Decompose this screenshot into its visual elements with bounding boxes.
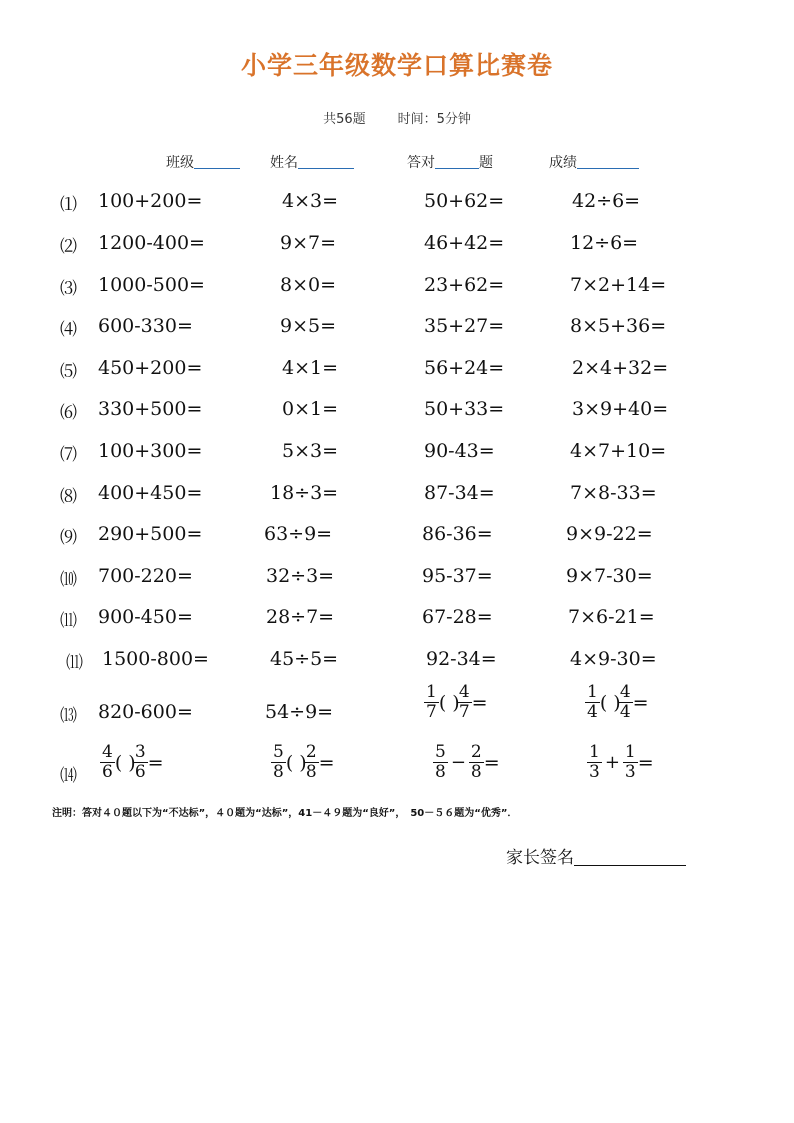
fraction: $\frac{4}{6}$ bbox=[102, 742, 113, 782]
question-count: 共56题 bbox=[323, 112, 366, 127]
row-number: ⑻ bbox=[60, 487, 77, 507]
fraction: $\frac{1}{3}$ bbox=[589, 742, 600, 782]
row-number: ⑷ bbox=[60, 320, 77, 340]
fraction: $\frac{5}{8}$ bbox=[273, 742, 284, 782]
class-field[interactable] bbox=[166, 152, 240, 172]
row-number: ⑺ bbox=[60, 445, 77, 465]
problem: 820-600= bbox=[98, 701, 193, 723]
fraction: $\frac{2}{8}$ bbox=[305, 742, 317, 782]
name-field[interactable] bbox=[270, 152, 354, 172]
problem: 12÷6= bbox=[570, 232, 639, 254]
row-number: ⑹ bbox=[60, 403, 77, 423]
problem: 7×8-33= bbox=[570, 482, 657, 504]
correct-field[interactable] bbox=[407, 152, 493, 172]
problem: 32÷3= bbox=[266, 565, 335, 587]
problem-row-4 bbox=[0, 313, 794, 343]
fraction: $\frac{1}{3}$ bbox=[624, 742, 636, 782]
problem-row-6 bbox=[0, 396, 794, 426]
fraction-compare-problem: $\frac{1}{4}$ ( ) $\frac{4}{4}$ = bbox=[587, 682, 649, 722]
fraction-compare-problem: $\frac{5}{8}$ ( ) $\frac{2}{8}$ = bbox=[273, 742, 335, 782]
problem-row-2 bbox=[0, 230, 794, 260]
time-limit: 时间：5分钟 bbox=[397, 112, 471, 127]
exam-meta bbox=[0, 108, 794, 127]
problem: 1200-400= bbox=[98, 232, 205, 254]
problem: 8×5+36= bbox=[570, 315, 667, 337]
problem: 100+200= bbox=[98, 190, 203, 212]
problem: 42÷6= bbox=[572, 190, 641, 212]
row-number: ⑽ bbox=[60, 570, 77, 590]
problem-row-8 bbox=[0, 480, 794, 510]
problem: 45÷5= bbox=[270, 648, 339, 670]
problem: 9×7-30= bbox=[566, 565, 653, 587]
fraction-compare-problem: $\frac{4}{6}$ ( ) $\frac{3}{6}$ = bbox=[102, 742, 164, 782]
problem: 330+500= bbox=[98, 398, 203, 420]
fraction: $\frac{4}{4}$ bbox=[619, 682, 631, 722]
problem: 4×9-30= bbox=[570, 648, 657, 670]
problem: 2×4+32= bbox=[572, 357, 669, 379]
problem: 90-43= bbox=[424, 440, 495, 462]
problem: 23+62= bbox=[424, 274, 505, 296]
problem-row-5 bbox=[0, 355, 794, 385]
signature-blank[interactable] bbox=[574, 849, 686, 866]
problem: 100+300= bbox=[98, 440, 203, 462]
problem: 900-450= bbox=[98, 606, 193, 628]
row-number: ⑼ bbox=[60, 528, 77, 548]
problem-row-3 bbox=[0, 272, 794, 302]
problem-row-14 bbox=[0, 742, 794, 787]
problem: 1000-500= bbox=[98, 274, 205, 296]
problem: 87-34= bbox=[424, 482, 495, 504]
problem-row-13 bbox=[0, 682, 794, 727]
problem: 450+200= bbox=[98, 357, 203, 379]
name-label: 姓名 bbox=[270, 155, 298, 171]
correct-blank[interactable] bbox=[435, 154, 479, 169]
problem-row-12 bbox=[0, 646, 794, 676]
problem: 63÷9= bbox=[264, 523, 333, 545]
correct-label: 答对 bbox=[407, 155, 435, 171]
problem: 9×9-22= bbox=[566, 523, 653, 545]
problem: 46+42= bbox=[424, 232, 505, 254]
problem-row-10 bbox=[0, 563, 794, 593]
row-number: ⑾ bbox=[60, 611, 77, 631]
problem: 35+27= bbox=[424, 315, 505, 337]
problem: 28÷7= bbox=[266, 606, 335, 628]
class-blank[interactable] bbox=[194, 154, 240, 169]
problem: 600-330= bbox=[98, 315, 193, 337]
row-number: ⒁ bbox=[60, 766, 77, 786]
fraction-subtraction-problem: $\frac{5}{8}$ − $\frac{2}{8}$ = bbox=[435, 742, 500, 782]
row-number: ⑾ bbox=[66, 653, 83, 673]
signature-label: 家长签名 bbox=[506, 848, 574, 868]
problem: 95-37= bbox=[422, 565, 493, 587]
fraction: $\frac{4}{7}$ bbox=[458, 682, 470, 722]
problem: 5×3= bbox=[282, 440, 339, 462]
correct-suffix: 题 bbox=[479, 155, 493, 171]
problem: 290+500= bbox=[98, 523, 203, 545]
problem: 0×1= bbox=[282, 398, 339, 420]
problem-row-1 bbox=[0, 188, 794, 218]
problem: 50+62= bbox=[424, 190, 505, 212]
problem: 7×2+14= bbox=[570, 274, 667, 296]
problem: 54÷9= bbox=[265, 701, 334, 723]
grading-note: 注明：答对４０题以下为“不达标”，４０题为“达标”，41－４９题为“良好”， 50－５６题为“优秀”． bbox=[52, 808, 518, 819]
name-blank[interactable] bbox=[298, 154, 354, 169]
problem: 9×7= bbox=[280, 232, 337, 254]
problem-row-11 bbox=[0, 604, 794, 634]
fraction-compare-problem: $\frac{1}{7}$ ( ) $\frac{4}{7}$ = bbox=[426, 682, 488, 722]
problem: 7×6-21= bbox=[568, 606, 655, 628]
score-label: 成绩 bbox=[549, 155, 577, 171]
row-number: ⑴ bbox=[60, 195, 77, 215]
row-number: ⒀ bbox=[60, 706, 77, 726]
row-number: ⑶ bbox=[60, 279, 77, 299]
fraction: $\frac{2}{8}$ bbox=[470, 742, 482, 782]
problem: 9×5= bbox=[280, 315, 337, 337]
problem: 18÷3= bbox=[270, 482, 339, 504]
problem-row-7 bbox=[0, 438, 794, 468]
fraction-addition-problem: $\frac{1}{3}$ + $\frac{1}{3}$ = bbox=[589, 742, 654, 782]
problem: 700-220= bbox=[98, 565, 193, 587]
fraction: $\frac{5}{8}$ bbox=[435, 742, 446, 782]
problem: 400+450= bbox=[98, 482, 203, 504]
problem-row-9 bbox=[0, 521, 794, 551]
class-label: 班级 bbox=[166, 155, 194, 171]
compare-blank[interactable]: ( ) bbox=[114, 751, 136, 774]
problem: 50+33= bbox=[424, 398, 505, 420]
problem: 1500-800= bbox=[102, 648, 209, 670]
fraction: $\frac{1}{4}$ bbox=[587, 682, 598, 722]
row-number: ⑸ bbox=[60, 362, 77, 382]
problem: 86-36= bbox=[422, 523, 493, 545]
fraction: $\frac{1}{7}$ bbox=[426, 682, 437, 722]
problem: 8×0= bbox=[280, 274, 337, 296]
compare-blank[interactable]: ( ) bbox=[285, 751, 307, 774]
row-number: ⑵ bbox=[60, 237, 77, 257]
problem: 4×1= bbox=[282, 357, 339, 379]
fraction: $\frac{3}{6}$ bbox=[134, 742, 146, 782]
problem: 3×9+40= bbox=[572, 398, 669, 420]
parent-signature[interactable] bbox=[506, 843, 686, 868]
score-field[interactable] bbox=[549, 152, 639, 172]
problem: 92-34= bbox=[426, 648, 497, 670]
problem: 56+24= bbox=[424, 357, 505, 379]
compare-blank[interactable]: ( ) bbox=[438, 691, 460, 714]
page-title: 小学三年级数学口算比赛卷 bbox=[240, 51, 553, 80]
problem: 67-28= bbox=[422, 606, 493, 628]
compare-blank[interactable]: ( ) bbox=[599, 691, 621, 714]
problem: 4×3= bbox=[282, 190, 339, 212]
problem: 4×7+10= bbox=[570, 440, 667, 462]
score-blank[interactable] bbox=[577, 154, 639, 169]
